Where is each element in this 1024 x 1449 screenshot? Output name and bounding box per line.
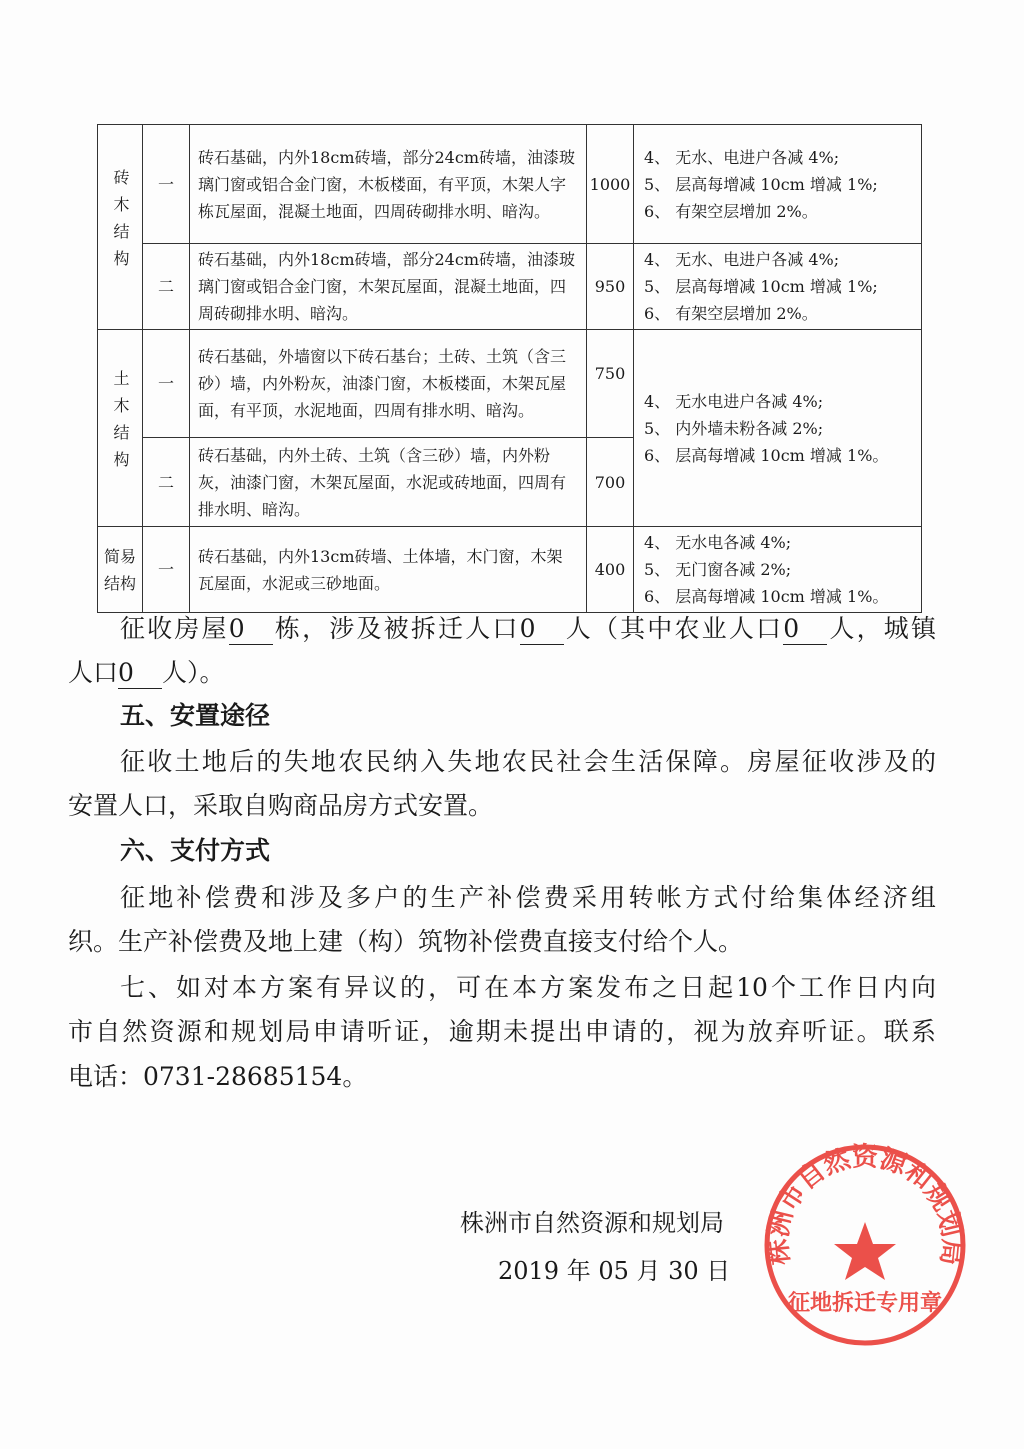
paragraph-line: 七、如对本方案有异议的，可在本方案发布之日起10个工作日内向 xyxy=(120,973,936,1002)
seal-bottom-text: 征地拆迁专用章 xyxy=(787,1291,943,1316)
grade-cell: 二 xyxy=(143,244,190,330)
section-6-heading: 六、支付方式 xyxy=(120,836,271,865)
paragraph-line: 征地补偿费和涉及多户的生产补偿费采用转帐方式付给集体经济组 xyxy=(120,883,936,912)
adjustment-item: 5、 内外墙未粉各减 2%; xyxy=(644,418,824,438)
adjust-cell xyxy=(634,527,922,613)
paragraph-line: 织。生产补偿费及地上建（构）筑物补偿费直接支付给个人。 xyxy=(68,927,744,956)
houses-line-1 xyxy=(68,614,936,645)
houses-count: 0 xyxy=(229,614,273,645)
paragraph-line: 市自然资源和规划局申请听证，逾期未提出申请的，视为放弃听证。联系 xyxy=(68,1017,936,1046)
adjustment-item: 5、 层高每增减 10cm 增减 1%; xyxy=(644,174,878,194)
grade-cell: 一 xyxy=(143,330,190,438)
text: 征收房屋 xyxy=(120,614,229,643)
text: 人口 xyxy=(68,658,119,687)
adjust-cell xyxy=(634,125,922,244)
adjustment-item: 6、 有架空层增加 2%。 xyxy=(644,201,818,221)
grade-cell: 一 xyxy=(143,527,190,613)
star-icon xyxy=(834,1222,896,1280)
houses-line-2 xyxy=(68,658,936,689)
desc-cell: 砖石基础，内外18cm砖墙，部分24cm砖墙，油漆玻璃门窗或铝合金门窗，木板楼面，有平顶，木架人字栋瓦屋面，混凝土地面，四周砖砌排水明、暗沟。 xyxy=(190,125,587,244)
adjustment-item: 6、 层高每增减 10cm 增减 1%。 xyxy=(644,587,889,606)
table-row xyxy=(98,244,922,330)
category-cell xyxy=(98,125,143,330)
signature-date: 2019 年 05 月 30 日 xyxy=(498,1257,731,1285)
compensation-table xyxy=(97,124,922,613)
grade-cell: 一 xyxy=(143,125,190,244)
official-seal xyxy=(760,1140,970,1350)
table-row xyxy=(98,125,922,244)
adjustment-item: 4、 无水电进户各减 4%; xyxy=(644,391,824,411)
desc-cell: 砖石基础，外墙窗以下砖石基台；土砖、土筑（含三砂）墙，内外粉灰，油漆门窗，木板楼面，木架瓦屋面，有平顶，水泥地面，四周有排水明、暗沟。 xyxy=(190,330,587,438)
text: 人（其中农业人口 xyxy=(563,614,784,643)
grade-cell: 二 xyxy=(143,438,190,527)
adjust-cell xyxy=(634,330,922,527)
adjustment-item: 4、 无水、电进户各减 4%; xyxy=(644,147,840,167)
adjustment-item: 6、 层高每增减 10cm 增减 1%。 xyxy=(644,445,889,465)
table-row xyxy=(98,330,922,438)
adjustment-item: 5、 层高每增减 10cm 增减 1%; xyxy=(644,277,878,296)
price-cell: 950 xyxy=(587,244,634,330)
adjust-cell xyxy=(634,244,922,330)
paragraph-line: 电话：0731-28685154。 xyxy=(68,1062,368,1091)
category-label: 简易结构 xyxy=(103,546,136,593)
table-row xyxy=(98,527,922,613)
section-5-heading: 五、安置途径 xyxy=(120,701,271,730)
desc-cell: 砖石基础，内外18cm砖墙，部分24cm砖墙，油漆玻璃门窗或铝合金门窗，木架瓦屋面，混凝土地面，四周砖砌排水明、暗沟。 xyxy=(190,244,587,330)
desc-cell: 砖石基础，内外13cm砖墙、土体墙，木门窗，木架瓦屋面，水泥或三砂地面。 xyxy=(190,527,587,613)
desc-cell: 砖石基础，内外土砖、土筑（含三砂）墙，内外粉灰，油漆门窗，木架瓦屋面，水泥或砖地面，四周有排水明、暗沟。 xyxy=(190,438,587,527)
adjustment-item: 6、 有架空层增加 2%。 xyxy=(644,304,818,323)
adjustment-item: 5、 无门窗各减 2%; xyxy=(644,560,792,579)
adjustment-item: 4、 无水电各减 4%; xyxy=(644,533,792,552)
text: 人，城镇 xyxy=(827,614,936,643)
price-cell: 1000 xyxy=(587,125,634,244)
category-label: 土木结构 xyxy=(111,370,130,478)
urban-count: 0 xyxy=(118,658,162,689)
text: 人）。 xyxy=(162,658,225,687)
price-cell: 400 xyxy=(587,527,634,613)
category-cell xyxy=(98,330,143,527)
text: 栋，涉及被拆迁人口 xyxy=(272,614,520,643)
category-label: 砖木结构 xyxy=(111,169,130,277)
signature-org: 株洲市自然资源和规划局 xyxy=(460,1209,724,1237)
agri-count: 0 xyxy=(783,614,827,645)
category-cell xyxy=(98,527,143,613)
population-count: 0 xyxy=(520,614,564,645)
seal-ring-text: 株洲市自然资源和规划局 xyxy=(763,1142,967,1267)
paragraph-line: 征收土地后的失地农民纳入失地农民社会生活保障。房屋征收涉及的 xyxy=(120,747,936,776)
price-cell: 700 xyxy=(587,438,634,527)
adjustment-item: 4、 无水、电进户各减 4%; xyxy=(644,250,840,269)
price-cell: 750 xyxy=(587,330,634,438)
paragraph-line: 安置人口，采取自购商品房方式安置。 xyxy=(68,791,494,820)
